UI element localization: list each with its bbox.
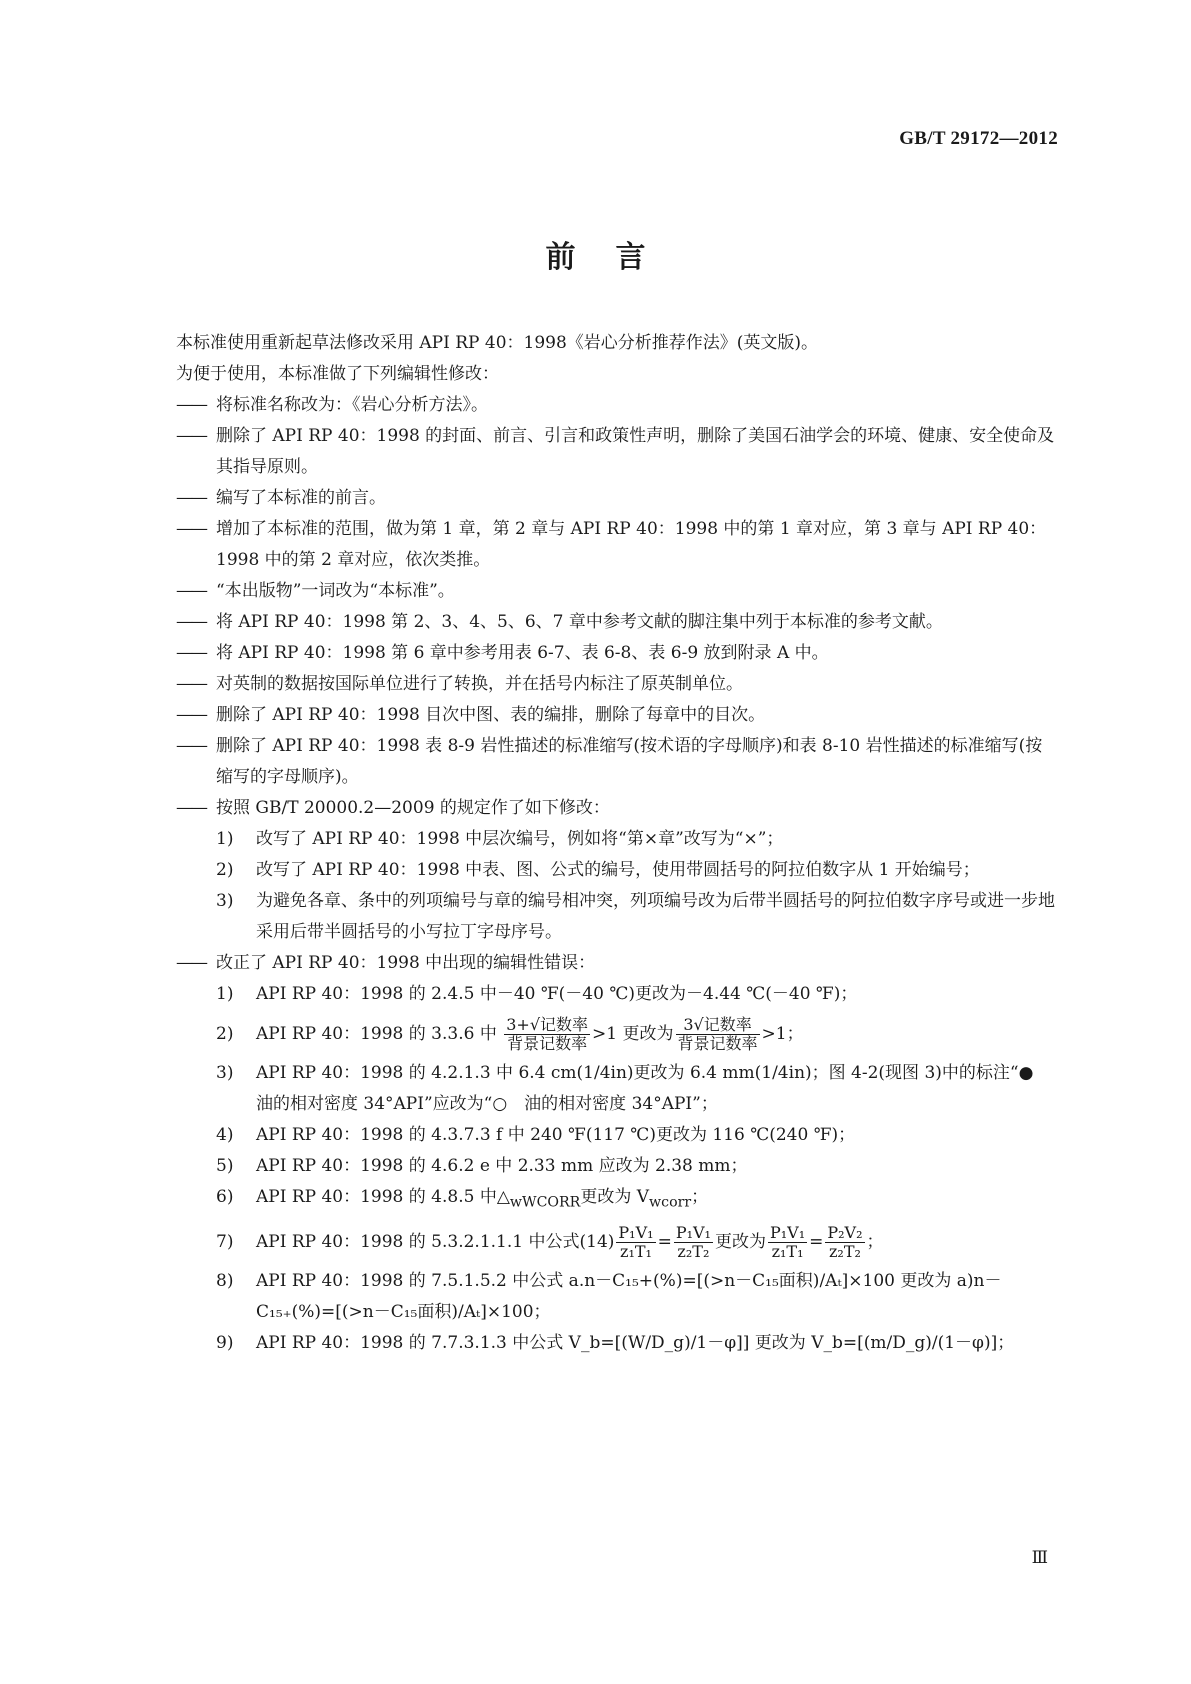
errata-item bbox=[176, 1058, 1056, 1120]
fraction bbox=[768, 1224, 807, 1261]
sub-item bbox=[176, 855, 1056, 886]
sub-item-text: API RP 40：1998 的 4.3.7.3 f 中 240 ℉(117 ℃)更改为 116 ℃(240 ℉)； bbox=[256, 1125, 856, 1145]
fraction bbox=[825, 1224, 864, 1261]
list-item bbox=[176, 514, 1056, 576]
fraction-numerator: P₁V₁ bbox=[769, 1223, 806, 1243]
list-item-text: 将标准名称改为：《岩心分析方法》。 bbox=[216, 395, 488, 415]
sub-item-number: 2) bbox=[216, 860, 234, 880]
list-item-text: “本出版物”一词改为“本标准”。 bbox=[216, 581, 455, 601]
equals-sign: = bbox=[809, 1232, 824, 1253]
formula-text: 更改为 V bbox=[580, 1187, 650, 1207]
formula-text: 更改为 bbox=[714, 1232, 766, 1253]
list-item bbox=[176, 607, 1056, 638]
formula-text: >1； bbox=[761, 1024, 804, 1044]
fraction-numerator: P₁V₁ bbox=[675, 1223, 711, 1243]
list-item bbox=[176, 390, 1056, 421]
formula-text: ； bbox=[866, 1232, 884, 1253]
sub-item-text: API RP 40：1998 的 2.4.5 中－40 ℉(－40 ℃)更改为－4.44 ℃(－40 ℉)； bbox=[256, 984, 858, 1004]
errata-item bbox=[176, 1220, 1056, 1264]
list-item bbox=[176, 669, 1056, 700]
list-item-gbt bbox=[176, 793, 1056, 824]
fraction-denominator: z₂T₂ bbox=[828, 1242, 861, 1262]
list-item bbox=[176, 731, 1056, 793]
dash-marker: —— bbox=[176, 488, 206, 508]
errata-item bbox=[176, 1151, 1056, 1182]
dash-marker: —— bbox=[176, 736, 206, 756]
sub-item-number: 1) bbox=[216, 984, 234, 1004]
fraction-numerator: 3+√记数率 bbox=[506, 1015, 589, 1034]
dash-marker: —— bbox=[176, 395, 206, 415]
sub-item-text: 改写了 API RP 40：1998 中表、图、公式的编号，使用带圆括号的阿拉伯数字从 1 开始编号； bbox=[256, 860, 980, 880]
dash-marker: —— bbox=[176, 674, 206, 694]
formula-text: API RP 40：1998 的 4.8.5 中△ bbox=[256, 1187, 510, 1207]
sub-item-number: 9) bbox=[216, 1333, 234, 1354]
errata-item bbox=[176, 1120, 1056, 1151]
sub-item-number: 5) bbox=[216, 1156, 234, 1176]
dash-marker: —— bbox=[176, 426, 206, 446]
subscript: wcorr bbox=[649, 1194, 692, 1211]
fraction-numerator: P₁V₁ bbox=[618, 1223, 654, 1243]
sub-item-number: 1) bbox=[216, 829, 234, 849]
sub-item-text: 改写了 API RP 40：1998 中层次编号，例如将“第×章”改写为“×”； bbox=[256, 829, 784, 849]
list-item-errata bbox=[176, 948, 1056, 979]
list-item-text: 删除了 API RP 40：1998 目次中图、表的编排，删除了每章中的目次。 bbox=[216, 705, 766, 725]
page-title: 前言 bbox=[545, 240, 686, 275]
sub-item-text: API RP 40：1998 的 4.2.1.3 中 6.4 cm(1/4in)更改为 6.4 mm(1/4in)；图 4-2(现图 3)中的标注“● 油的相对密度 34°API”应改为“○ 油的相对密度 34°API”； bbox=[256, 1063, 1051, 1114]
equals-sign: = bbox=[657, 1232, 672, 1253]
fraction bbox=[616, 1224, 655, 1261]
list-item-text: 将 API RP 40：1998 第 6 章中参考用表 6-7、表 6-8、表 6-9 放到附录 A 中。 bbox=[216, 643, 829, 663]
fraction-denominator: z₁T₁ bbox=[771, 1242, 804, 1262]
errata-item bbox=[176, 1182, 1056, 1218]
intro-paragraph: 本标准使用重新起草法修改采用 API RP 40：1998《岩心分析推荐作法》(英文版)。 bbox=[176, 333, 819, 353]
formula-prefix: API RP 40：1998 的 5.3.2.1.1.1 中公式(14) bbox=[256, 1232, 615, 1253]
fraction-numerator: 3√记数率 bbox=[676, 1016, 760, 1035]
subscript: wWCORR bbox=[509, 1194, 581, 1211]
fraction-denominator: 背景记数率 bbox=[507, 1034, 588, 1053]
errata-item bbox=[176, 1266, 1056, 1328]
formula-prefix: API RP 40：1998 的 3.3.6 中 bbox=[256, 1024, 497, 1044]
sub-item-text bbox=[256, 1012, 1056, 1056]
errata-item bbox=[176, 1012, 1056, 1056]
sub-item-number: 3) bbox=[216, 1063, 234, 1083]
sub-item-text: API RP 40：1998 的 7.5.1.5.2 中公式 a.n－C₁₅+(%)=[(>n－C₁₅面积)/Aₜ]×100 更改为 a)n－C₁₅₊(%)=[(>n－C₁₅面积)/Aₜ]×100； bbox=[256, 1271, 1002, 1323]
fraction-denominator: z₂T₂ bbox=[677, 1242, 710, 1262]
list-item bbox=[176, 421, 1056, 483]
intro-paragraph: 为便于使用，本标准做了下列编辑性修改： bbox=[176, 364, 499, 384]
list-item bbox=[176, 576, 1056, 607]
sub-item-text bbox=[256, 1220, 1056, 1264]
list-item-text: 编写了本标准的前言。 bbox=[216, 488, 386, 508]
list-item-text: 对英制的数据按国际单位进行了转换，并在括号内标注了原英制单位。 bbox=[216, 674, 743, 694]
fraction-numerator: P₂V₂ bbox=[827, 1223, 863, 1243]
standard-number: GB/T 29172—2012 bbox=[899, 128, 1058, 149]
dash-marker: —— bbox=[176, 519, 206, 539]
fraction bbox=[504, 1016, 590, 1053]
dash-marker: —— bbox=[176, 798, 206, 818]
list-item bbox=[176, 483, 1056, 514]
list-item bbox=[176, 700, 1056, 731]
fraction-denominator: 背景记数率 bbox=[677, 1034, 758, 1053]
dash-marker: —— bbox=[176, 643, 206, 663]
fraction bbox=[674, 1224, 713, 1261]
sub-item-text: API RP 40：1998 的 4.6.2 e 中 2.33 mm 应改为 2.38 mm； bbox=[256, 1156, 748, 1176]
sub-item-number: 7) bbox=[216, 1232, 234, 1253]
foreword-body bbox=[176, 328, 1056, 1359]
fraction bbox=[676, 1016, 760, 1053]
sub-item-number: 4) bbox=[216, 1125, 234, 1145]
list-item-text: 按照 GB/T 20000.2—2009 的规定作了如下修改： bbox=[216, 798, 610, 818]
errata-item bbox=[176, 979, 1056, 1010]
sub-item bbox=[176, 886, 1056, 948]
page-number: Ⅲ bbox=[1031, 1548, 1048, 1568]
dash-marker: —— bbox=[176, 612, 206, 632]
list-item-text: 改正了 API RP 40：1998 中出现的编辑性错误： bbox=[216, 953, 596, 973]
sub-item bbox=[176, 824, 1056, 855]
sub-item-text bbox=[256, 1182, 1056, 1218]
sub-item-text: 为避免各章、条中的列项编号与章的编号相冲突，列项编号改为后带半圆括号的阿拉伯数字序号或进一步地采用后带半圆括号的小写拉丁字母序号。 bbox=[256, 891, 1055, 942]
list-item-text: 将 API RP 40：1998 第 2、3、4、5、6、7 章中参考文献的脚注集中列于本标准的参考文献。 bbox=[216, 612, 943, 632]
sub-item-number: 3) bbox=[216, 891, 234, 911]
fraction-denominator: z₁T₁ bbox=[620, 1242, 652, 1262]
errata-item bbox=[176, 1328, 1056, 1359]
list-item-text: 删除了 API RP 40：1998 的封面、前言、引言和政策性声明，删除了美国石油学会的环境、健康、安全使命及其指导原则。 bbox=[216, 426, 1055, 477]
dash-marker: —— bbox=[176, 953, 206, 973]
list-item bbox=[176, 638, 1056, 669]
formula-text: >1 更改为 bbox=[592, 1024, 674, 1044]
sub-item-number: 6) bbox=[216, 1187, 234, 1207]
list-item-text: 增加了本标准的范围，做为第 1 章，第 2 章与 API RP 40：1998 中的第 1 章对应，第 3 章与 API RP 40：1998 中的第 2 章对应，依次类推。 bbox=[216, 519, 1047, 570]
sub-item-number: 8) bbox=[216, 1271, 234, 1292]
dash-marker: —— bbox=[176, 705, 206, 725]
formula-text: ； bbox=[691, 1187, 709, 1207]
dash-marker: —— bbox=[176, 581, 206, 601]
list-item-text: 删除了 API RP 40：1998 表 8-9 岩性描述的标准缩写(按术语的字母顺序)和表 8-10 岩性描述的标准缩写(按缩写的字母顺序)。 bbox=[216, 736, 1043, 787]
sub-item-text: API RP 40：1998 的 7.7.3.1.3 中公式 V_b=[(W/D_g)/1－φ]] 更改为 V_b=[(m/D_g)/(1－φ)]； bbox=[256, 1333, 1015, 1354]
sub-item-number: 2) bbox=[216, 1024, 234, 1044]
